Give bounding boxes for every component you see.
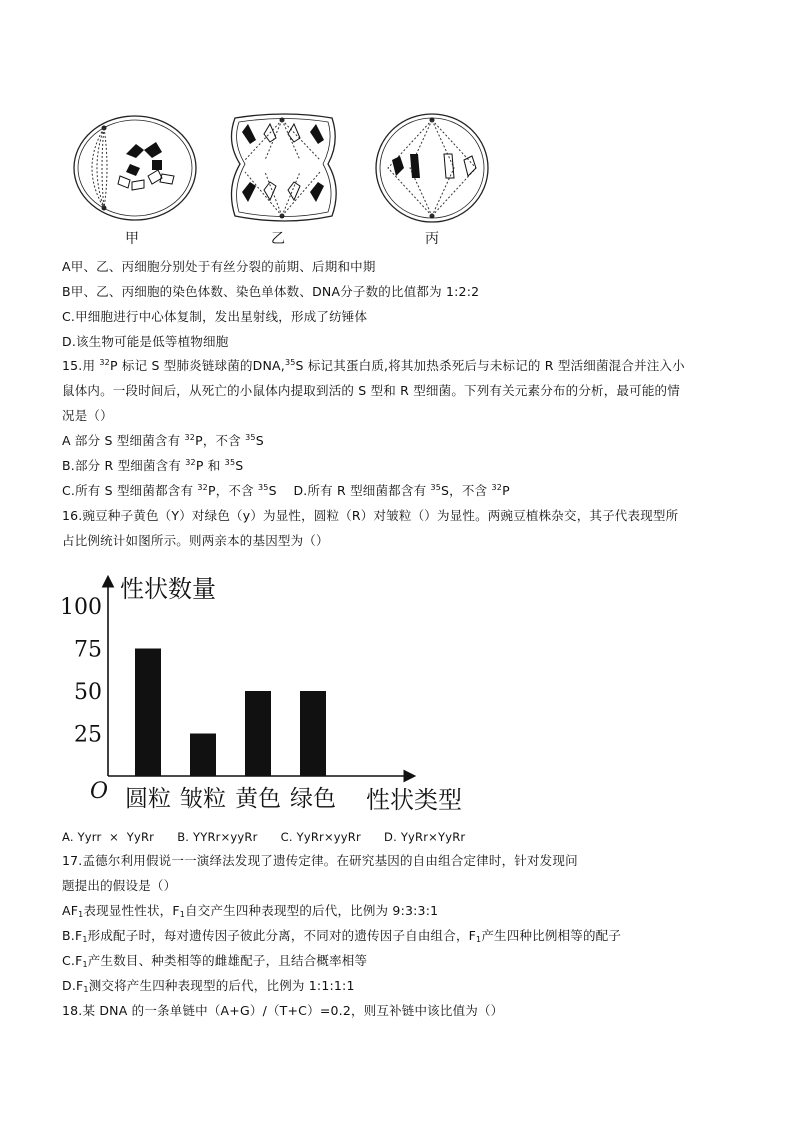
q16-stem-line2: 占比例统计如图所示。则两亲本的基因型为（） (62, 533, 329, 548)
cell-label-yi: 乙 (271, 231, 285, 247)
x-axis-title: 性状类型 (366, 786, 462, 814)
bar-3 (300, 691, 326, 776)
q16-options: A. Yyrr × YyRr B. YYRr×yyRr C. YyRr×yyRr D. YyRr×YyRr (62, 830, 466, 844)
origin-label: O (90, 779, 109, 804)
q14-option-c: C.甲细胞进行中心体复制，发出星射线，形成了纺锤体 (62, 309, 368, 324)
q17-option-c: $C.F_1$产生数目、种类相等的雌雄配子，且结合概率相等 (62, 953, 368, 969)
q15-option-cd: C.所有 S 型细菌都含有 $^{32}$P，不含 $^{35}$S D.所有 R 型细菌都含有 $^{35}$S，不含 $^{32}$P (62, 483, 510, 498)
q17-stem-line1: 17.孟德尔利用假说一一演绎法发现了遗传定律。在研究基因的自由组合定律时，针对发现问 (62, 853, 578, 868)
q18-stem: 18.某 DNA 的一条单链中（A+G）/（T+C）=0.2，则互补链中该比值为（） (62, 1003, 504, 1018)
q17-stem-line2: 题提出的假设是（） (62, 878, 177, 893)
q15-stem-line1: 15.用 $^{32}$P 标记 S 型肺炎链球菌的DNA,$^{35}$S 标记其蛋白质,将其加热杀死后与未标记的 R 型活细菌混合并注入小 (62, 358, 685, 373)
bar-2 (245, 691, 271, 776)
y-tick-label-2: 75 (74, 637, 102, 663)
x-category-label-0: 圆粒 (125, 786, 171, 812)
bar-1 (190, 734, 216, 777)
q17-option-a: $AF_1$表现显性性状，$F_1$自交产生四种表现型的后代，比例为 9:3:3:1 (62, 903, 439, 919)
q14-option-b: B甲、乙、丙细胞的染色体数、染色单体数、DNA分子数的比值都为 1:2:2 (62, 284, 480, 299)
phenotype-bar-chart (58, 572, 478, 817)
cell-bing (376, 114, 488, 222)
cell-yi (231, 114, 336, 221)
q15-stem-line3: 况是（） (62, 408, 113, 423)
cell-division-figure (70, 112, 490, 232)
q17-option-d: $D.F_1$测交将产生四种表现型的后代，比例为 1:1:1:1 (62, 978, 355, 994)
x-category-label-2: 黄色 (235, 786, 281, 812)
y-axis-title: 性状数量 (120, 575, 216, 603)
y-tick-label-3: 100 (60, 595, 102, 620)
x-category-label-3: 绿色 (290, 786, 336, 812)
q17-option-b: $B.F_1$形成配子时，每对遗传因子彼此分离，不同对的遗传因子自由组合，$F_1$产生四种比例相等的配子 (62, 928, 622, 944)
y-tick-label-0: 25 (74, 722, 102, 748)
bar-0 (135, 649, 161, 777)
q16-stem-line1: 16.豌豆种子黄色（Y）对绿色（y）为显性，圆粒（R）对皱粒（）为显性。两豌豆植株杂交，其子代表现型所 (62, 508, 679, 523)
q14-option-d: D.该生物可能是低等植物细胞 (62, 334, 229, 349)
q15-option-b: B.部分 R 型细菌含有 $^{32}$P 和 $^{35}$S (62, 458, 244, 473)
q15-stem-line2: 鼠体内。一段时间后，从死亡的小鼠体内提取到活的 S 型和 R 型细菌。下列有关元素分布的分析，最可能的情 (62, 383, 680, 398)
cell-jia (74, 116, 196, 220)
y-tick-label-1: 50 (74, 680, 102, 705)
cell-label-jia: 甲 (125, 231, 139, 247)
cell-label-bing: 丙 (425, 231, 439, 247)
q14-option-a: A甲、乙、丙细胞分别处于有丝分裂的前期、后期和中期 (62, 259, 376, 274)
q15-option-a: A 部分 S 型细菌含有 $^{32}$P，不含 $^{35}$S (62, 433, 264, 448)
x-category-label-1: 皱粒 (180, 786, 226, 812)
